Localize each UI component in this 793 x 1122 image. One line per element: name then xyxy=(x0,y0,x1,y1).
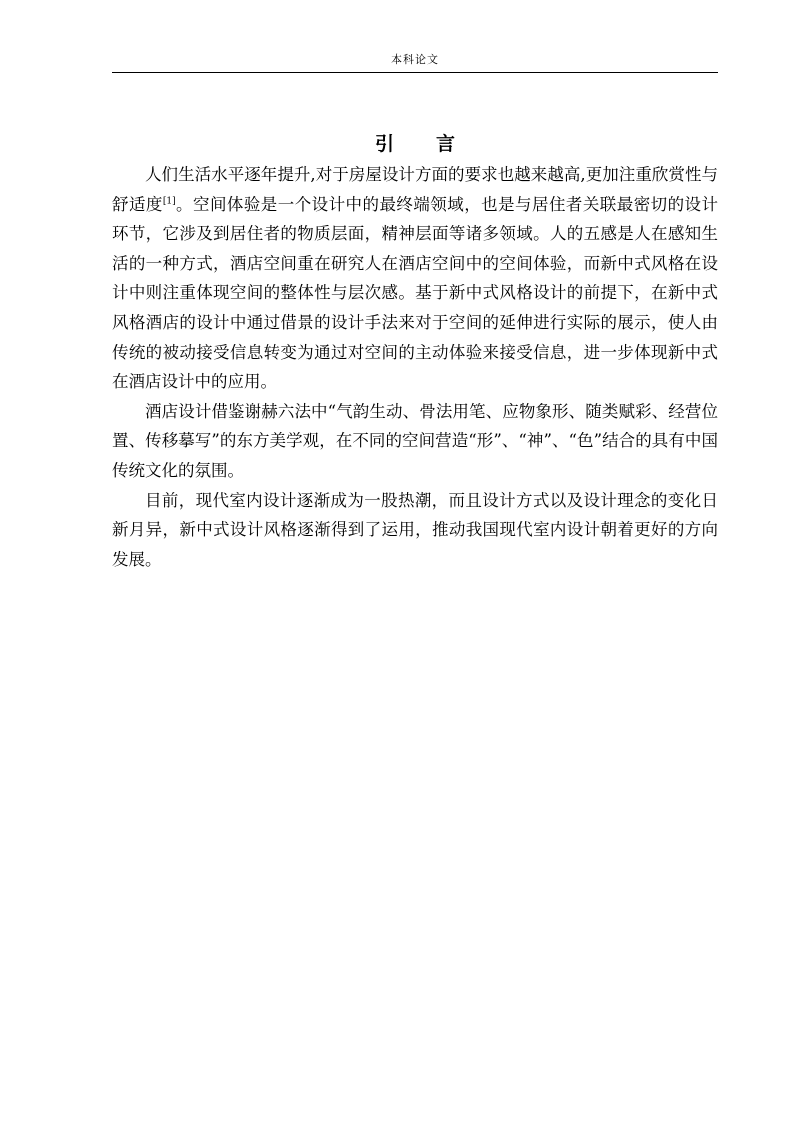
running-header: 本科论文 xyxy=(391,53,439,66)
paragraph-1-text-b: 。空间体验是一个设计中的最终端领域，也是与居住者关联最密切的设计环节，它涉及到居住者的物质层面，精神层面等诸多领域。人的五感是人在感知生活的一种方式，酒店空间重在研究人在酒店空间中的空间体验，而新中式风格在设计中则注重体现空间的整体性与层次感。基于新中式风格设计的前提下，在新中式风格酒店的设计中通过借景的设计手法来对于空间的延伸进行实际的展示，使人由传统的被动接受信息转变为通过对空间的主动体验来接受信息，进一步体现新中式在酒店设计中的应用。 xyxy=(112,194,719,392)
header-rule xyxy=(112,72,718,73)
paragraph-2: 酒店设计借鉴谢赫六法中“气韵生动、骨法用笔、应物象形、随类赋彩、经营位置、传移摹写”的东方美学观，在不同的空间营造“形”、“神”、“色”结合的具有中国传统文化的氛围。 xyxy=(112,401,718,480)
paragraph-3: 目前，现代室内设计逐渐成为一股热潮，而且设计方式以及设计理念的变化日新月异，新中式设计风格逐渐得到了运用，推动我国现代室内设计朝着更好的方向发展。 xyxy=(112,490,718,569)
section-title: 引言 xyxy=(374,133,497,155)
paragraph-1-text-a: 人们生活水平逐年提升,对于房屋设计方面的要求也越来越高,更加注重欣赏性与舒适度 xyxy=(112,165,718,214)
paragraph-1 xyxy=(112,160,718,397)
citation-marker: [1] xyxy=(162,196,176,207)
body-text xyxy=(112,160,718,574)
